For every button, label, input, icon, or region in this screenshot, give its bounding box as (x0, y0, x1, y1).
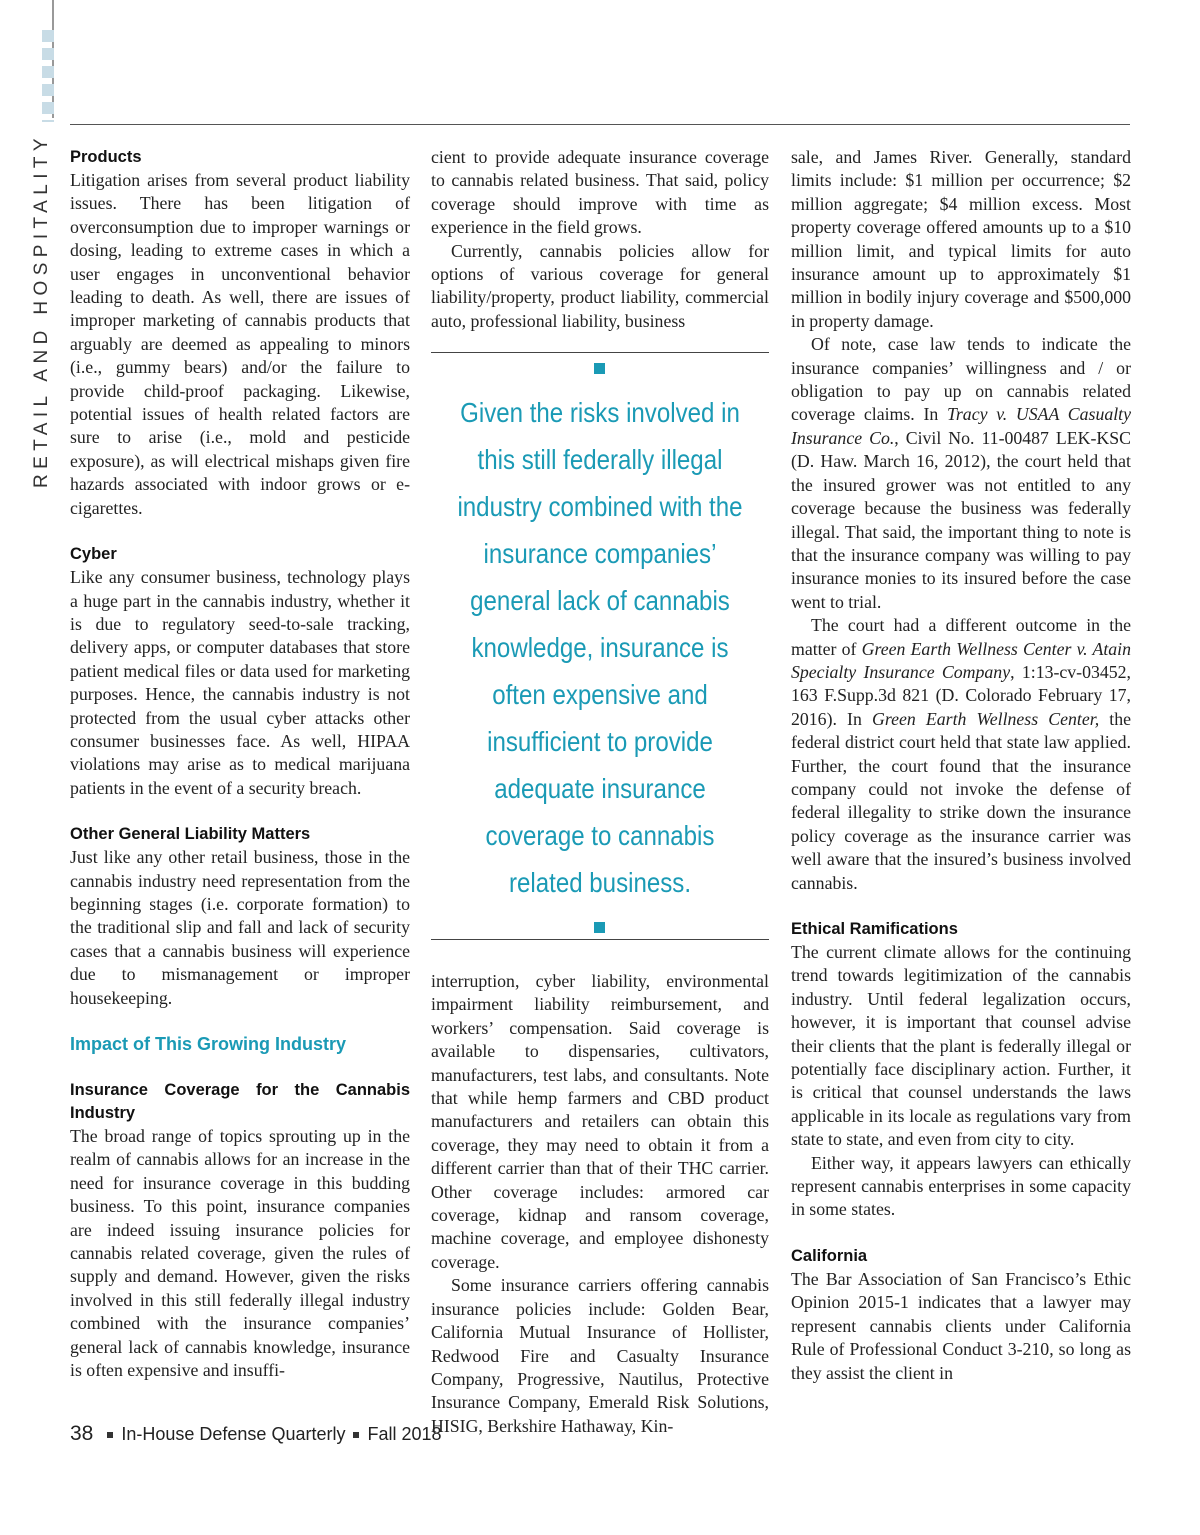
column-3 (791, 146, 1131, 1385)
column-2-bottom (431, 970, 769, 1438)
case-citation-green-earth: Green Earth Wellness Center v. Atain Specialty Insurance Company (791, 638, 1131, 682)
heading-insurance-coverage: Insurance Coverage for the Cannabis Industry (70, 1081, 410, 1122)
paragraph-interruption: interruption, cyber liability, environmental impairment liability reimbursement, and workers’ compensation. Said coverage is available to dispensaries, cultivators, manufacturers, test labs, and consultants. Note that while hemp farmers and CBD product manufacturers and retailers can obtain this coverage, they may need to obtain it from a different carrier than that of their THC carrier. Other coverage includes: armored car coverage, kidnap and ransom coverage, machine coverage, and employee dishonesty coverage. (431, 971, 769, 1272)
heading-california: California (791, 1246, 868, 1265)
paragraph-ethical: The current climate allows for the continuing trend towards legitimization of the cannabis industry. Until federal legalization occurs, however, it is important that counsel advise their clients that the plant is federally illegal or potentially face disciplinary action. Further, it is critical that counsel understands the laws applicable in its locale as regulations vary from state to state, and even from city to city. (791, 942, 1131, 1150)
paragraph-insurance-coverage: The broad range of topics sprouting up in the realm of cannabis allows for an increase in the need for insurance coverage in this budding business. To this point, insurance companies are indeed issuing insurance policies for cannabis related coverage, given the rules of supply and demand. However, given the risks involved in this still federally illegal industry combined with the insurance companies’ general lack of cannabis knowledge, insurance is often expensive and insuffi- (70, 1126, 410, 1381)
pull-quote (431, 352, 769, 940)
publication-name: In-House Defense Quarterly (121, 1424, 346, 1444)
bullet-icon (107, 1432, 113, 1438)
heading-ethical: Ethical Ramifications (791, 920, 958, 938)
heading-cyber: Cyber (70, 545, 117, 564)
paragraph-currently: Currently, cannabis policies allow for options of various coverage for general liability/property, product liability, commercial auto, professional liability, business (431, 240, 769, 331)
issue-date: Fall 2018 (367, 1424, 442, 1444)
paragraph-green-earth: The court had a different outcome in the matter of Green Earth Wellness Center v. Atain Specialty Insurance Company, 1:13-cv-03452, 163 F.Supp.3d 821 (D. Colorado February 17, 2016). In Green Earth Wellness Center, the federal district court held that state law applied. Further, the court found that the insurance company could not invoke the defense of federal illegality to strike down the insurance policy coverage as the insurance carrier was well aware that the insured’s business involved cannabis. (791, 615, 1132, 893)
case-citation-tracy: Tracy v. USAA Casualty Insurance Co. (791, 404, 1132, 448)
paragraph-continued: cient to provide adequate insurance coverage to cannabis related business. That said, policy coverage should improve with time as experience in the field grows. (431, 147, 769, 238)
case-citation-green-earth-short: Green Earth Wellness Center, (872, 708, 1100, 729)
page-number: 38 (70, 1422, 94, 1445)
paragraph-case-law: Of note, case law tends to indicate the insurance companies’ willingness and / or obligation to pay up on cannabis related coverage claims. In Tracy v. USAA Casualty Insurance Co., Civil No. 11-00487 LEK-KSC (D. Haw. March 16, 2012), the court held that the insured grower was not entitled to any coverage because the business was federally illegal. That said, the important thing to note is that the insurance company was willing to pay insurance monies to its insured before the case went to trial. (791, 334, 1132, 612)
square-bullet-icon (594, 922, 605, 933)
paragraph-either-way: Either way, it appears lawyers can ethically represent cannabis enterprises in some capacity in some states. (791, 1152, 1131, 1220)
paragraph-cyber: Like any consumer business, technology plays a huge part in the cannabis industry, whether it is due to regulatory seed-to-sale tracking, delivery apps, or computer databases that store patient medical files or data used for marketing purposes. Hence, the cannabis industry is not protected from the usual cyber attacks other consumer businesses face. As well, HIPAA violations may arise as to medical marijuana patients in the event of a security breach. (70, 567, 410, 798)
paragraph-products: Litigation arises from several product liability issues. There has been litigation of overconsumption due to improper warnings or dosing, leading to extreme cases in which a user engages in unconventional behavior leading to death. As well, there are issues of improper marketing of cannabis products that arguably are deemed as appealing to minors (i.e., gummy bears) and/or the failure to provide child-proof packaging. Likewise, potential issues of health related factors are sure to arise (i.e., mold and pesticide exposure), as will electrical mishaps given fire hazards associated with indoor grows or e-cigarettes. (70, 170, 410, 518)
column-1 (70, 146, 410, 1382)
square-bullet-icon (594, 363, 605, 374)
bullet-icon (353, 1432, 359, 1438)
edge-tab-marker (42, 30, 54, 122)
paragraph-limits: sale, and James River. Generally, standard limits include: $1 million per occurrence; $2 million aggregate; $4 million excess. Most property coverage offered amounts up to a $10 million limit, and typical limits for auto insurance amount up to approximately $1 million in bodily injury coverage and $500,000 in property damage. (791, 147, 1131, 331)
paragraph-other-liability: Just like any other retail business, those in the cannabis industry need representation from the beginning stages (i.e. corporate formation) to the traditional slip and fall and lack of security cases that a cannabis business will experience due to mismanagement or improper housekeeping. (70, 847, 410, 1008)
section-sidebar-label: RETAIL AND HOSPITALITY (31, 133, 52, 488)
column-2-top (431, 146, 769, 333)
heading-products: Products (70, 148, 142, 166)
pull-quote-text: Given the risks involved in this still federally illegal industry combined with the insurance companies’ general lack of cannabis knowledge, insurance is often expensive and insufficient to provide adequate insurance coverage to cannabis related business. (457, 397, 743, 898)
section-heading-impact: Impact of This Growing Industry (70, 1034, 347, 1054)
heading-other-liability: Other General Liability Matters (70, 825, 311, 844)
paragraph-carriers: Some insurance carriers offering cannabis insurance policies include: Golden Bear, California Mutual Insurance of Hollister, Redwood Fire and Casualty Insurance Company, Progressive, Nautilus, Protective Insurance Company, Emerald Risk Solutions, HISIG, Berkshire Hathaway, Kin- (431, 1275, 769, 1436)
paragraph-california: The Bar Association of San Francisco’s Ethic Opinion 2015-1 indicates that a lawyer may represent cannabis clients under California Rule of Professional Conduct 3-210, so long as they assist the client in (791, 1268, 1131, 1383)
top-rule (70, 124, 1130, 125)
page-footer (70, 1422, 442, 1446)
